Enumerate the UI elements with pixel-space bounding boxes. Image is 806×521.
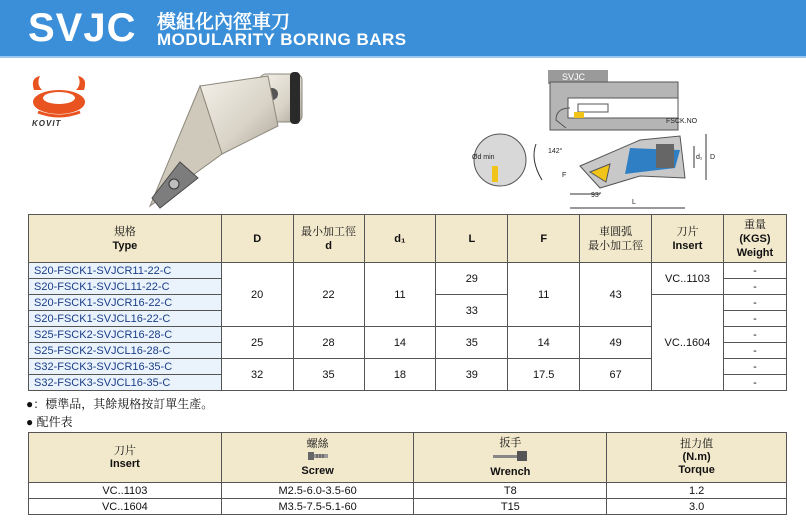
diagram-tag: SVJC bbox=[562, 72, 586, 82]
screw-icon bbox=[307, 451, 329, 461]
dmin-label: Ød min bbox=[472, 154, 495, 161]
weight-cell: - bbox=[723, 263, 786, 279]
type-cell: S25-FSCK2-SVJCL16-28-C bbox=[29, 343, 222, 359]
type-cell: S32-FSCK3-SVJCR16-35-C bbox=[29, 359, 222, 375]
weight-cell: - bbox=[723, 295, 786, 311]
col-d1: d₁ bbox=[364, 215, 436, 263]
acc-insert-cell: VC..1604 bbox=[29, 499, 222, 515]
dim-L: L bbox=[632, 199, 636, 206]
F-cell: 17.5 bbox=[508, 359, 580, 391]
accessory-heading: ● 配件表 bbox=[26, 415, 73, 429]
dim-D: D bbox=[710, 154, 716, 161]
weight-cell: - bbox=[723, 359, 786, 375]
acc-torque-cell: 3.0 bbox=[607, 499, 787, 515]
acc-screw-cell: M3.5-7.5-5.1-60 bbox=[221, 499, 414, 515]
weight-cell: - bbox=[723, 279, 786, 295]
F-cell: 14 bbox=[508, 327, 580, 359]
min-diameter-cell: 35 bbox=[293, 359, 364, 391]
D-cell: 20 bbox=[221, 263, 293, 327]
d1-cell: 14 bbox=[364, 327, 436, 359]
title-english: MODULARITY BORING BARS bbox=[157, 30, 407, 49]
type-cell: S20-FSCK1-SVJCL11-22-C bbox=[29, 279, 222, 295]
col-weight: 重量 (KGS) Weight bbox=[723, 215, 786, 263]
weight-cell: - bbox=[723, 327, 786, 343]
weight-cell: - bbox=[723, 375, 786, 391]
acc-col-torque: 扭力值 (N.m) Torque bbox=[607, 433, 787, 483]
min-diameter-cell: 28 bbox=[293, 327, 364, 359]
col-L: L bbox=[436, 215, 508, 263]
L-cell: 29 bbox=[436, 263, 508, 295]
spec-table bbox=[28, 214, 787, 391]
col-arc-min: 車圓弧 最小加工徑 bbox=[580, 215, 652, 263]
acc-wrench-cell: T15 bbox=[414, 499, 607, 515]
D-cell: 32 bbox=[221, 359, 293, 391]
fsck-label: FSCK.NO bbox=[666, 118, 698, 125]
col-D: D bbox=[221, 215, 293, 263]
page-header bbox=[0, 0, 806, 58]
weight-cell: - bbox=[723, 311, 786, 327]
table-row bbox=[29, 263, 787, 279]
angle-93: 93° bbox=[591, 192, 602, 199]
accessory-header-row bbox=[29, 433, 787, 483]
dimension-diagram bbox=[470, 68, 720, 213]
brand-logo bbox=[26, 72, 92, 130]
acc-screw-cell: M2.5-6.0-3.5-60 bbox=[221, 483, 414, 499]
boring-bar-photo bbox=[140, 66, 320, 216]
table-row bbox=[29, 483, 787, 499]
type-cell: S32-FSCK3-SVJCL16-35-C bbox=[29, 375, 222, 391]
arc-cell: 43 bbox=[580, 263, 652, 327]
angle-142: 142° bbox=[548, 148, 563, 155]
type-cell: S25-FSCK2-SVJCR16-28-C bbox=[29, 327, 222, 343]
type-cell: S20-FSCK1-SVJCR11-22-C bbox=[29, 263, 222, 279]
model-code: SVJC bbox=[28, 6, 137, 50]
wrench-icon bbox=[492, 450, 528, 462]
dim-F: F bbox=[562, 172, 567, 179]
L-cell: 35 bbox=[436, 327, 508, 359]
accessory-table bbox=[28, 432, 787, 515]
dim-d1: d₁ bbox=[696, 154, 703, 161]
D-cell: 25 bbox=[221, 327, 293, 359]
d1-cell: 11 bbox=[364, 263, 436, 327]
type-cell: S20-FSCK1-SVJCR16-22-C bbox=[29, 295, 222, 311]
acc-col-wrench: 扳手 Wrench bbox=[414, 433, 607, 483]
acc-col-screw: 螺絲 Screw bbox=[221, 433, 414, 483]
insert-cell: VC..1604 bbox=[652, 295, 724, 391]
d1-cell: 18 bbox=[364, 359, 436, 391]
acc-insert-cell: VC..1103 bbox=[29, 483, 222, 499]
crab-logo-icon bbox=[26, 72, 92, 120]
weight-cell: - bbox=[723, 343, 786, 359]
col-type: 規格 Type bbox=[29, 215, 222, 263]
arc-cell: 49 bbox=[580, 327, 652, 359]
min-diameter-cell: 22 bbox=[293, 263, 364, 327]
type-cell: S20-FSCK1-SVJCL16-22-C bbox=[29, 311, 222, 327]
table-row bbox=[29, 499, 787, 515]
standard-note: ●：標準品，其餘規格按訂單生產。 bbox=[26, 397, 214, 411]
col-F: F bbox=[508, 215, 580, 263]
L-cell: 39 bbox=[436, 359, 508, 391]
title-chinese: 模組化內徑車刀 bbox=[157, 11, 291, 33]
arc-cell: 67 bbox=[580, 359, 652, 391]
insert-cell: VC..1103 bbox=[652, 263, 724, 295]
col-insert: 刀片 Insert bbox=[652, 215, 724, 263]
spec-header-row bbox=[29, 215, 787, 263]
col-min-diameter: 最小加工徑 d bbox=[293, 215, 364, 263]
F-cell: 11 bbox=[508, 263, 580, 327]
brand-name: KOVIT bbox=[32, 119, 62, 128]
L-cell: 33 bbox=[436, 295, 508, 327]
acc-wrench-cell: T8 bbox=[414, 483, 607, 499]
acc-torque-cell: 1.2 bbox=[607, 483, 787, 499]
acc-col-insert: 刀片 Insert bbox=[29, 433, 222, 483]
